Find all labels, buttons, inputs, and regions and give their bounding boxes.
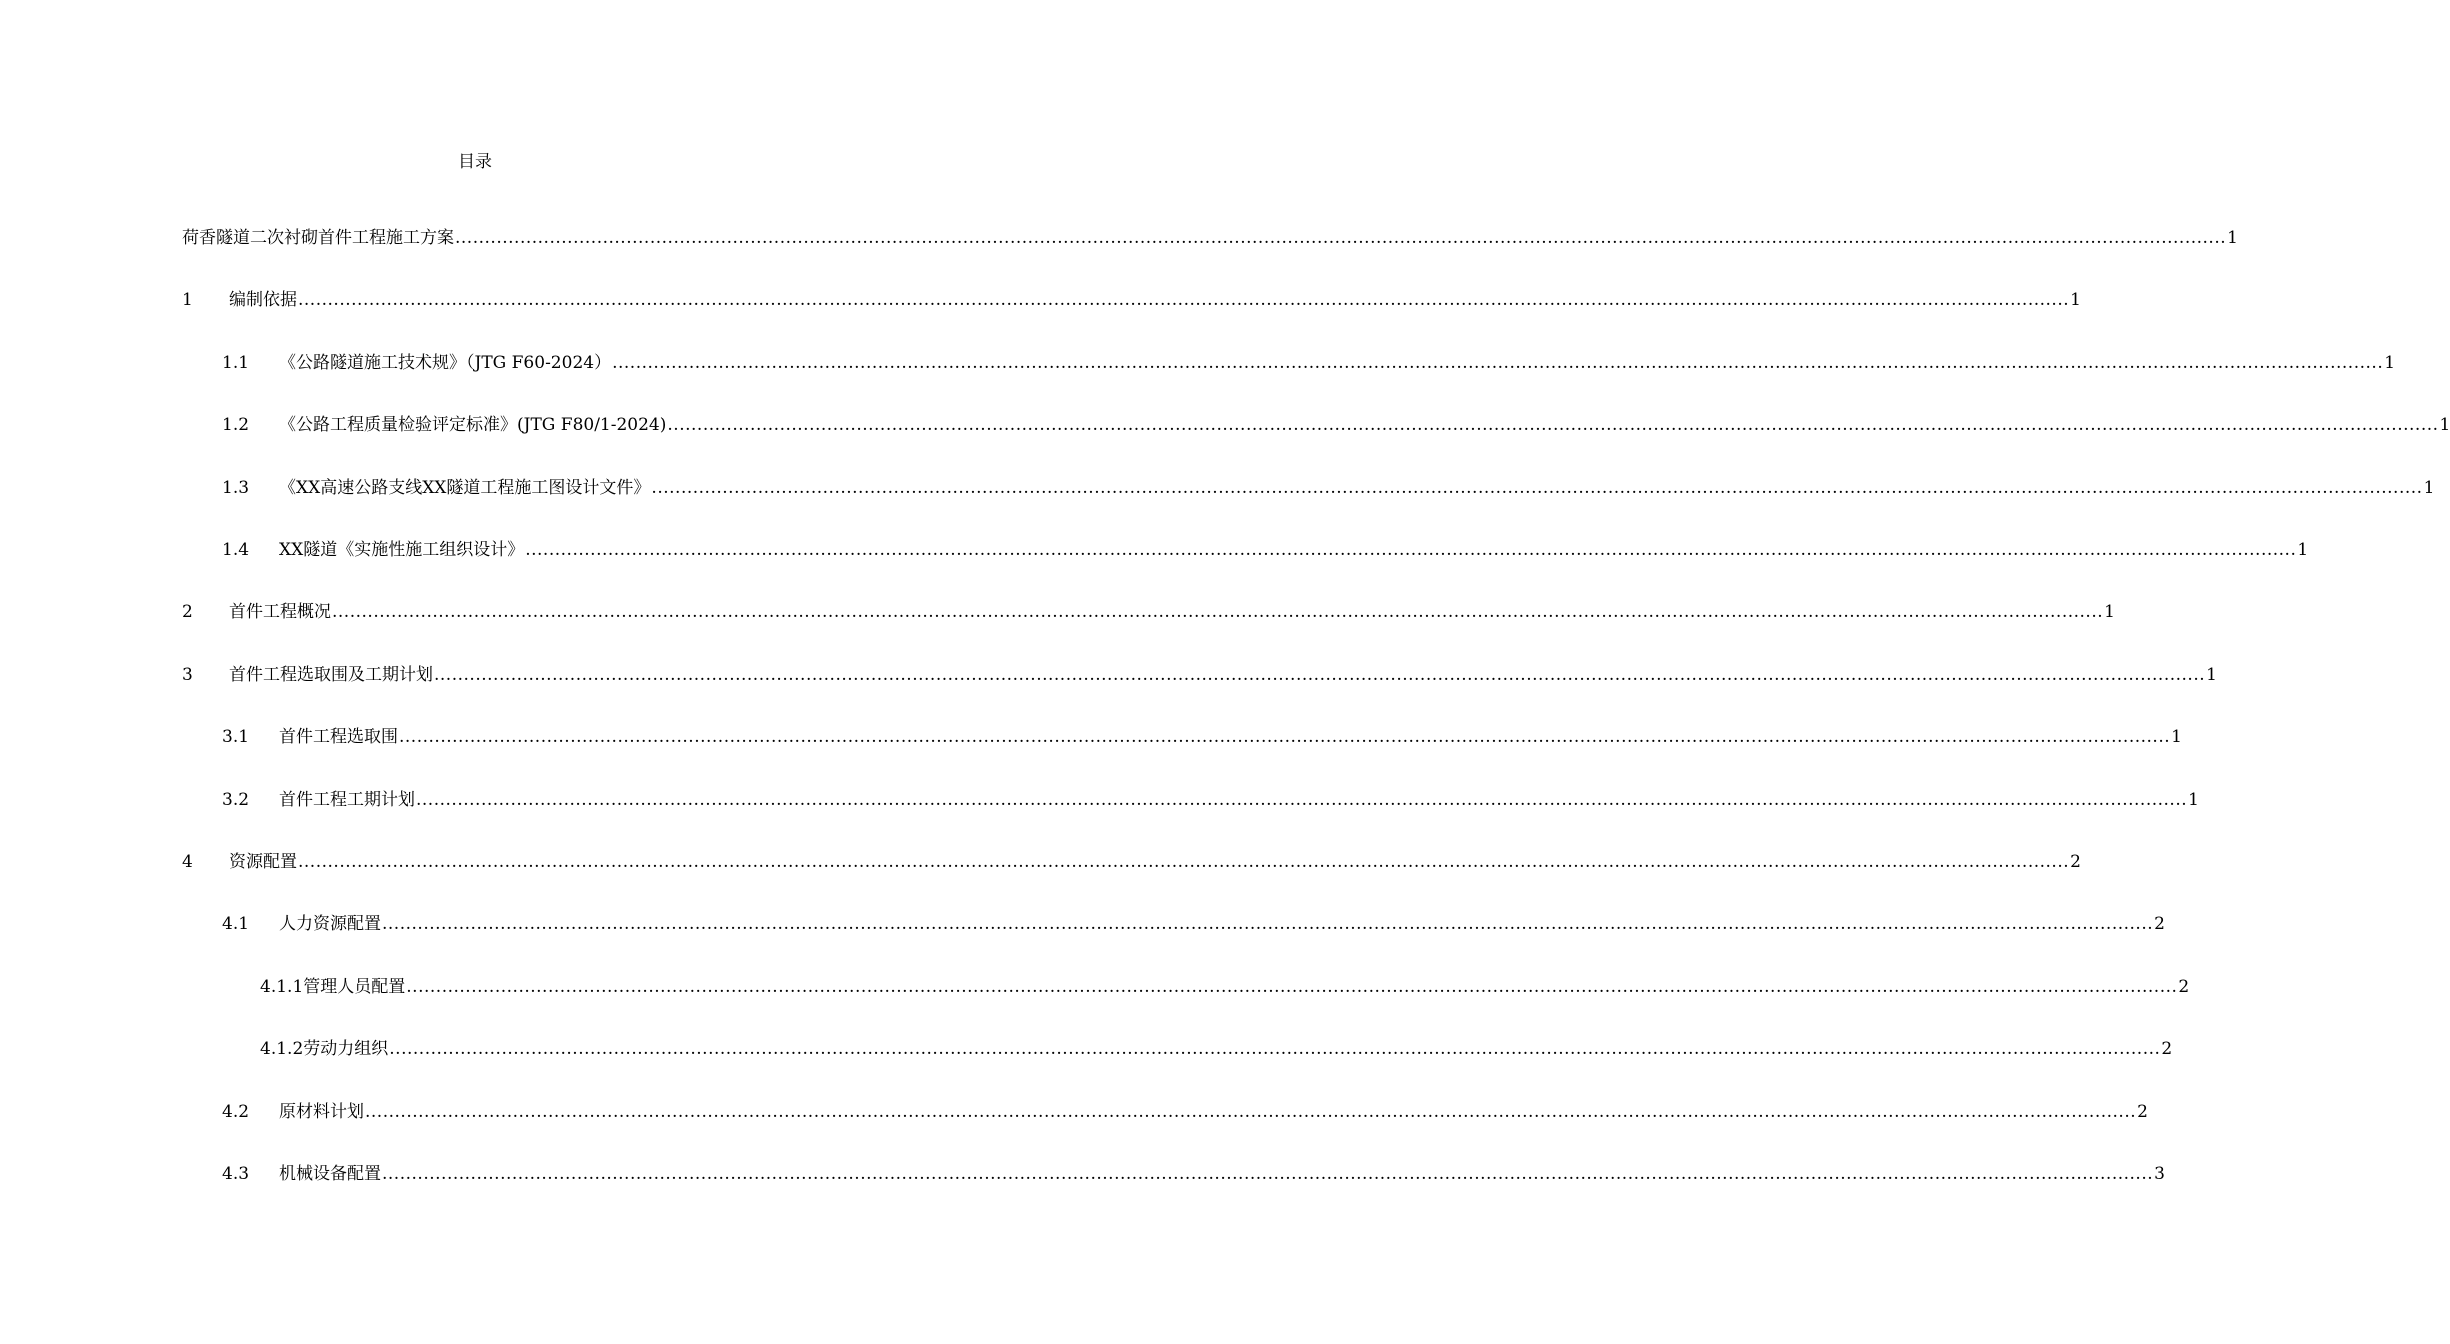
toc-entry-label: 管理人员配置 — [303, 977, 406, 997]
toc-entry-label: 《公路隧道施工技术规》（JTG F60-2024） — [279, 353, 612, 373]
toc-entry[interactable] — [222, 412, 2450, 438]
toc-entry[interactable] — [222, 724, 2182, 750]
toc-dot-leader: ............................................................................................................................................................................................................................................................................................................ — [399, 727, 2171, 747]
toc-entry-number: 4.1.1 — [260, 977, 304, 997]
toc-dot-leader: ............................................................................................................................................................................................................................................................................................................ — [525, 540, 2297, 560]
toc-entry-number: 4.1.2 — [260, 1039, 304, 1059]
toc-entry-page-number: 2 — [2137, 1102, 2148, 1122]
toc-entry-page-number: 2 — [2178, 977, 2190, 997]
toc-dot-leader: ............................................................................................................................................................................................................................................................................................................ — [365, 1102, 2137, 1122]
toc-entry[interactable] — [182, 662, 2217, 688]
toc-entry-page-number: 2 — [2161, 1039, 2173, 1059]
toc-entry-label: XX隧道《实施性施工组织设计》 — [279, 540, 525, 560]
toc-dot-leader: ............................................................................................................................................................................................................................................................................................................ — [455, 228, 2227, 248]
toc-entry-page-number: 1 — [2206, 665, 2217, 685]
toc-entry[interactable] — [222, 537, 2309, 563]
toc-entry[interactable] — [182, 287, 2081, 313]
toc-entry[interactable] — [182, 225, 2238, 251]
toc-entry-page-number: 2 — [2154, 914, 2165, 934]
toc-entry-number: 1.2 — [222, 415, 250, 435]
toc-entry-label: 首件工程工期计划 — [279, 790, 415, 810]
toc-entry-number: 1 — [182, 290, 193, 310]
toc-dot-leader: ............................................................................................................................................................................................................................................................................................................ — [332, 602, 2104, 622]
toc-entry[interactable] — [222, 911, 2165, 937]
toc-entry-page-number: 3 — [2154, 1164, 2165, 1184]
toc-entry-page-number: 1 — [2070, 290, 2081, 310]
toc-entry-label: 劳动力组织 — [303, 1039, 389, 1059]
toc-entry-label: 人力资源配置 — [279, 914, 381, 934]
toc-entry-number: 1.1 — [222, 353, 250, 373]
toc-entry-number: 3 — [182, 665, 193, 685]
toc-entry-page-number: 1 — [2104, 602, 2115, 622]
toc-entry-page-number: 1 — [2227, 228, 2238, 248]
toc-dot-leader: ............................................................................................................................................................................................................................................................................................................ — [382, 1164, 2154, 1184]
toc-entry-label: 首件工程选取围及工期计划 — [229, 665, 433, 685]
toc-entry-label: 原材料计划 — [279, 1102, 364, 1122]
toc-dot-leader: ............................................................................................................................................................................................................................................................................................................ — [612, 353, 2384, 373]
toc-dot-leader: ............................................................................................................................................................................................................................................................................................................ — [416, 790, 2188, 810]
toc-entry[interactable] — [222, 475, 2435, 501]
toc-entry-number: 1.4 — [222, 540, 250, 560]
toc-dot-leader: ............................................................................................................................................................................................................................................................................................................ — [298, 290, 2070, 310]
toc-entry-number: 4 — [182, 852, 193, 872]
toc-dot-leader: ............................................................................................................................................................................................................................................................................................................ — [406, 977, 2178, 997]
toc-entry-page-number: 1 — [2423, 478, 2435, 498]
toc-dot-leader: ............................................................................................................................................................................................................................................................................................................ — [382, 914, 2154, 934]
toc-entry-page-number: 1 — [2171, 727, 2182, 747]
toc-entry-label: 资源配置 — [229, 852, 297, 872]
toc-entry-page-number: 1 — [2384, 353, 2396, 373]
toc-entry-number: 4.2 — [222, 1102, 250, 1122]
toc-entry-number: 4.1 — [222, 914, 250, 934]
toc-entry[interactable] — [222, 350, 2396, 376]
toc-entry-page-number: 1 — [2297, 540, 2309, 560]
toc-entry[interactable] — [222, 1161, 2165, 1187]
toc-entry[interactable] — [182, 849, 2081, 875]
toc-entry-label: 荷香隧道二次衬砌首件工程施工方案 — [182, 228, 454, 248]
toc-entry-number: 2 — [182, 602, 193, 622]
toc-entry-page-number: 2 — [2070, 852, 2081, 872]
toc-entry-number: 4.3 — [222, 1164, 250, 1184]
toc-dot-leader: ............................................................................................................................................................................................................................................................................................................ — [389, 1039, 2161, 1059]
toc-dot-leader: ............................................................................................................................................................................................................................................................................................................ — [651, 478, 2423, 498]
toc-entry-number: 1.3 — [222, 478, 250, 498]
toc-entry[interactable] — [222, 1099, 2148, 1125]
toc-entry[interactable] — [182, 599, 2115, 625]
toc-entry-number: 3.2 — [222, 790, 250, 810]
toc-entry-label: 编制依据 — [229, 290, 297, 310]
toc-entry[interactable] — [260, 974, 2190, 1000]
toc-entry[interactable] — [260, 1036, 2173, 1062]
toc-entry-label: 《XX高速公路支线XX隧道工程施工图设计文件》 — [279, 478, 651, 498]
toc-dot-leader: ............................................................................................................................................................................................................................................................................................................ — [298, 852, 2070, 872]
toc-entry-label: 首件工程选取围 — [279, 727, 398, 747]
toc-entry-page-number: 1 — [2439, 415, 2450, 435]
toc-entry-label: 机械设备配置 — [279, 1164, 381, 1184]
toc-entry-page-number: 1 — [2188, 790, 2199, 810]
toc-entry[interactable] — [222, 787, 2199, 813]
toc-dot-leader: ............................................................................................................................................................................................................................................................................................................ — [434, 665, 2206, 685]
toc-title: 目录 — [458, 152, 492, 172]
toc-entry-label: 首件工程概况 — [229, 602, 331, 622]
toc-entry-number: 3.1 — [222, 727, 250, 747]
toc-dot-leader: ............................................................................................................................................................................................................................................................................................................ — [667, 415, 2439, 435]
toc-entry-label: 《公路工程质量检验评定标准》(JTG F80/1-2024) — [279, 415, 667, 435]
